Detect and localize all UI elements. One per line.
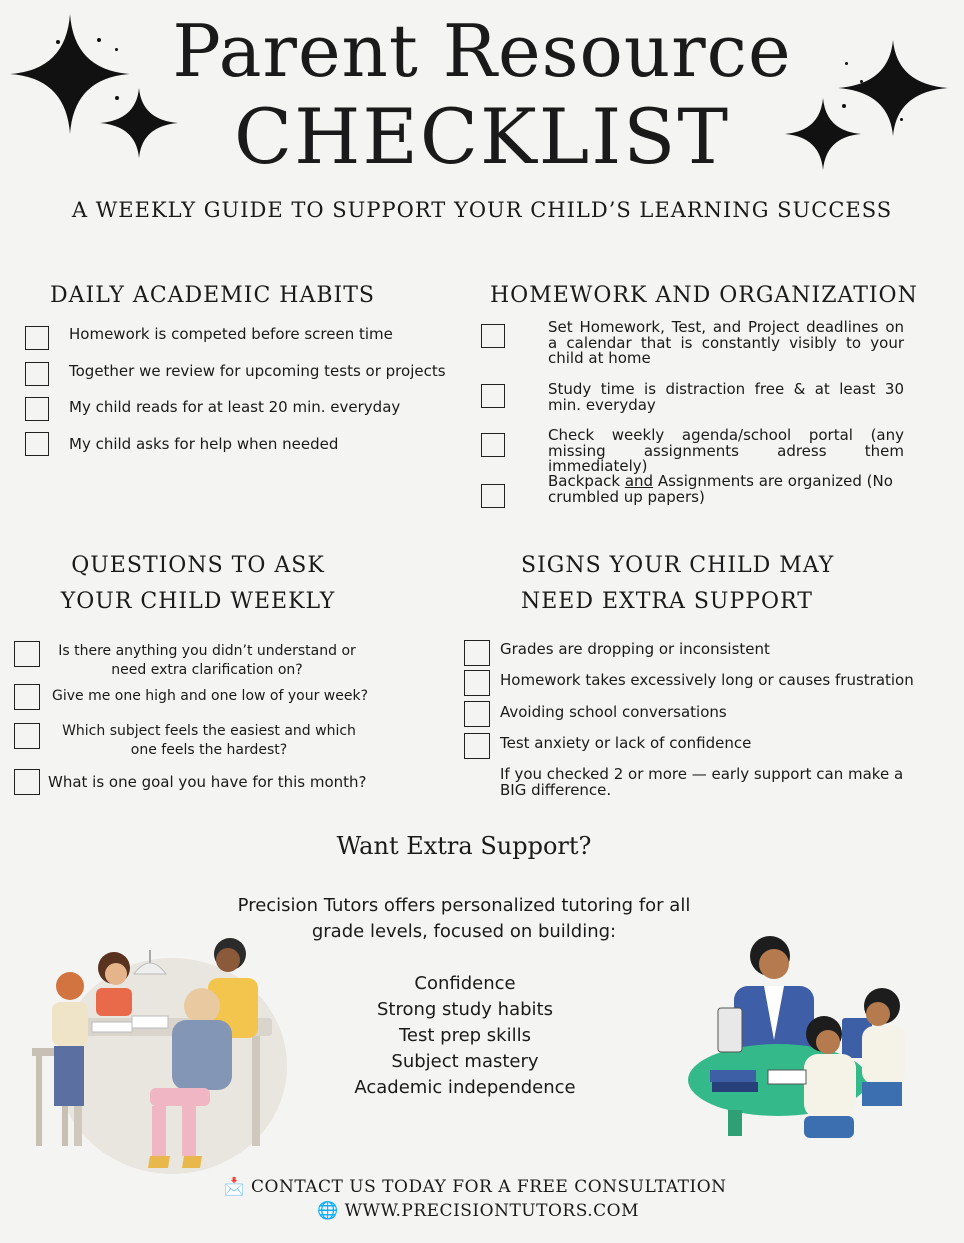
- envelope-icon: 📩: [223, 1177, 246, 1197]
- checkbox[interactable]: [14, 684, 40, 710]
- checkbox[interactable]: [464, 701, 490, 727]
- signs-item: Homework takes excessively long or causes frustration: [500, 671, 914, 689]
- globe-icon: 🌐: [316, 1201, 339, 1221]
- contact-text: CONTACT US TODAY FOR A FREE CONSULTATION: [251, 1177, 727, 1197]
- support-list-item: Strong study habits: [376, 999, 553, 1020]
- homework-item: Check weekly agenda/school portal (any missing assignments adress them immediately): [548, 426, 904, 475]
- page-subtitle: A WEEKLY GUIDE TO SUPPORT YOUR CHILD’S LEARNING SUCCESS: [71, 198, 893, 222]
- signs-heading: SIGNS YOUR CHILD MAY NEED EXTRA SUPPORT: [521, 553, 835, 614]
- question-item: What is one goal you have for this month?: [48, 773, 367, 791]
- support-list: [265, 971, 665, 1101]
- tutor-illustration: [682, 930, 922, 1170]
- website-line[interactable]: [0, 1201, 956, 1221]
- homework-item: Set Homework, Test, and Project deadlines on a calendar that is constantly visibly to your child at home: [548, 318, 904, 367]
- homework-item: Study time is distraction free & at least 30 min. everyday: [548, 380, 904, 414]
- contact-line: [0, 1177, 950, 1197]
- questions-heading: QUESTIONS TO ASK YOUR CHILD WEEKLY: [60, 553, 336, 614]
- signs-item: Test anxiety or lack of confidence: [500, 734, 752, 752]
- homework-heading: HOMEWORK AND ORGANIZATION: [490, 283, 918, 308]
- checkbox[interactable]: [25, 397, 49, 421]
- support-intro: Precision Tutors offers personalized tutoring for all grade levels, focused on building:: [237, 895, 691, 942]
- checkbox[interactable]: [25, 362, 49, 386]
- support-list-item: Confidence: [414, 973, 516, 994]
- website-link[interactable]: WWW.PRECISIONTUTORS.COM: [344, 1201, 639, 1221]
- support-heading: Want Extra Support?: [336, 832, 592, 860]
- question-item: Which subject feels the easiest and which one feels the hardest?: [62, 723, 356, 758]
- checkbox[interactable]: [481, 384, 505, 408]
- daily-item: Together we review for upcoming tests or projects: [69, 362, 446, 380]
- daily-item: My child reads for at least 20 min. everyday: [69, 398, 401, 416]
- page-title-checklist: CHECKLIST: [233, 92, 731, 181]
- signs-note: If you checked 2 or more — early support can make a BIG difference.: [500, 765, 904, 799]
- page-title: Parent Resource: [172, 9, 792, 93]
- checkbox[interactable]: [25, 326, 49, 350]
- homework-item: Backpack and Assignments are organized (No crumbled up papers): [548, 472, 893, 506]
- support-list-item: Academic independence: [354, 1077, 576, 1098]
- checkbox[interactable]: [14, 641, 40, 667]
- checkbox[interactable]: [481, 324, 505, 348]
- checkbox[interactable]: [481, 433, 505, 457]
- checkbox[interactable]: [464, 733, 490, 759]
- daily-item: Homework is competed before screen time: [69, 325, 393, 343]
- checkbox[interactable]: [14, 723, 40, 749]
- question-item: Is there anything you didn’t understand or need extra clarification on?: [58, 643, 356, 678]
- daily-item: My child asks for help when needed: [69, 435, 339, 453]
- question-item: Give me one high and one low of your week?: [52, 688, 368, 704]
- checkbox[interactable]: [14, 769, 40, 795]
- signs-item: Grades are dropping or inconsistent: [500, 640, 770, 658]
- support-list-item: Subject mastery: [391, 1051, 539, 1072]
- signs-item: Avoiding school conversations: [500, 703, 727, 721]
- checkbox[interactable]: [25, 432, 49, 456]
- support-list-item: Test prep skills: [398, 1025, 531, 1046]
- family-study-illustration: [22, 928, 292, 1178]
- checkbox[interactable]: [464, 640, 490, 666]
- checkbox[interactable]: [481, 484, 505, 508]
- checkbox[interactable]: [464, 670, 490, 696]
- daily-habits-heading: DAILY ACADEMIC HABITS: [50, 283, 375, 308]
